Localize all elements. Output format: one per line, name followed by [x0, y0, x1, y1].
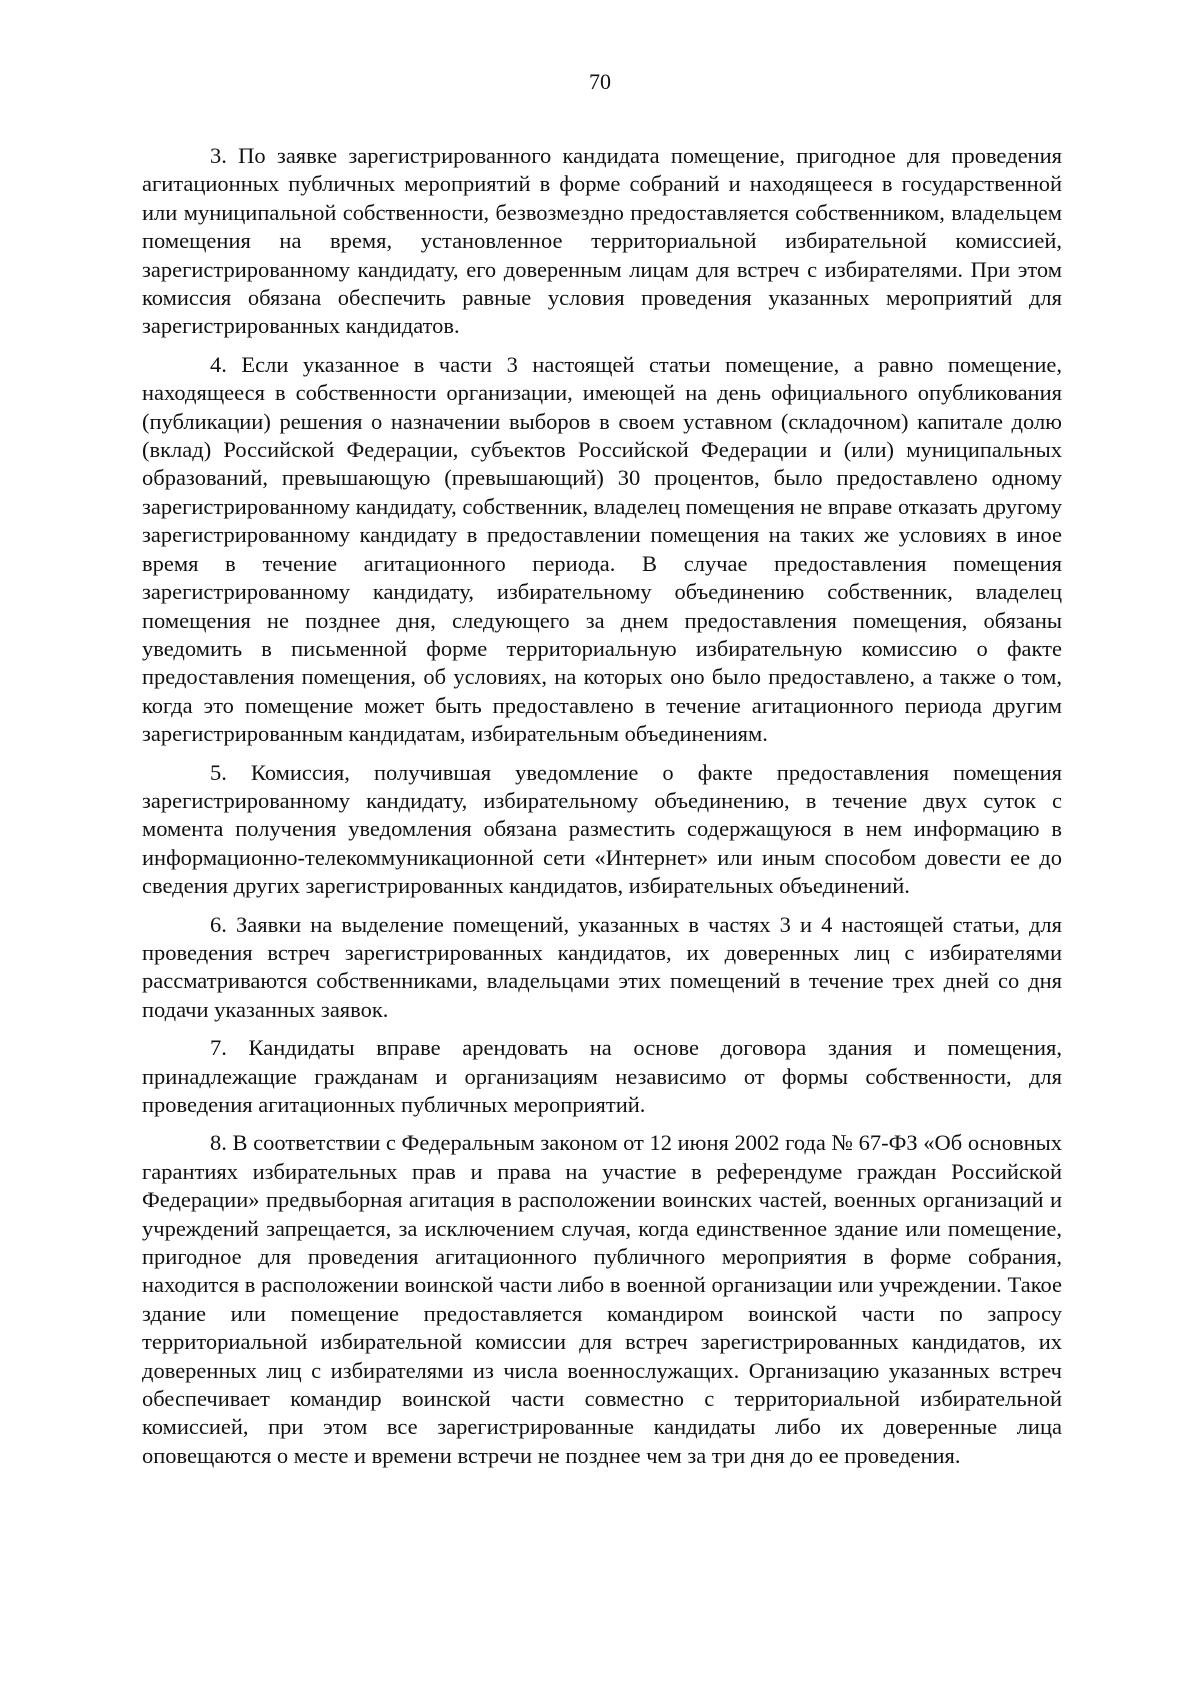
paragraph-4: 4. Если указанное в части 3 настоящей статьи помещение, а равно помещение, находящееся в собственности организации, имеющей на день официального опубликования (публикации) решения о назначении выборов в своем уставном (складочном) капитале долю (вклад) Российской Федерации, субъектов Российской Федерации и (или) муниципальных образований, превышающую (превышающий) 30 процентов, было предоставлено одному зарегистрированному кандидату, собственник, владелец помещения не вправе отказать другому зарегистрированному кандидату в предоставлении помещения на таких же условиях в иное время в течение агитационного периода. В случае предоставления помещения зарегистрированному кандидату, избирательному объединению собственник, владелец помещения не позднее дня, следующего за днем предоставления помещения, обязаны уведомить в письменной форме территориальную избирательную комиссию о факте предоставления помещения, об условиях, на которых оно было предоставлено, а также о том, когда это помещение может быть предоставлено в течение агитационного периода другим зарегистрированным кандидатам, избирательным объединениям.: [142, 351, 1062, 747]
document-body: [142, 142, 1062, 1480]
page-number: 70: [589, 69, 611, 94]
paragraph-7: 7. Кандидаты вправе арендовать на основе договора здания и помещения, принадлежащие гражданам и организациям независимо от формы собственности, для проведения агитационных публичных мероприятий.: [142, 1035, 1062, 1117]
paragraph-6: 6. Заявки на выделение помещений, указанных в частях 3 и 4 настоящей статьи, для проведения встреч зарегистрированных кандидатов, их доверенных лиц с избирателями рассматриваются собственниками, владельцами этих помещений в течение трех дней со дня подачи указанных заявок.: [142, 911, 1062, 1022]
paragraph-5: 5. Комиссия, получившая уведомление о факте предоставления помещения зарегистрированному кандидату, избирательному объединению, в течение двух суток с момента получения уведомления обязана разместить содержащуюся в нем информацию в информационно-телекоммуникационной сети «Интернет» или иным способом довести ее до сведения других зарегистрированных кандидатов, избирательных объединений.: [142, 759, 1062, 899]
paragraph-8: 8. В соответствии с Федеральным законом от 12 июня 2002 года № 67-ФЗ «Об основных гарантиях избирательных прав и права на участие в референдуме граждан Российской Федерации» предвыборная агитация в расположении воинских частей, военных организаций и учреждений запрещается, за исключением случая, когда единственное здание или помещение, пригодное для проведения агитационного публичного мероприятия в форме собрания, находится в расположении воинской части либо в военной организации или учреждении. Такое здание или помещение предоставляется командиром воинской части по запросу территориальной избирательной комиссии для встреч зарегистрированных кандидатов, их доверенных лиц с избирателями из числа военнослужащих. Организацию указанных встреч обеспечивает командир воинской части совместно с территориальной избирательной комиссией, при этом все зарегистрированные кандидаты либо их доверенные лица оповещаются о месте и времени встречи не позднее чем за три дня до ее проведения.: [142, 1130, 1062, 1468]
paragraph-3: 3. По заявке зарегистрированного кандидата помещение, пригодное для проведения агитационных публичных мероприятий в форме собраний и находящееся в государственной или муниципальной собственности, безвозмездно предоставляется собственником, владельцем помещения на время, установленное территориальной избирательной комиссией, зарегистрированному кандидату, его доверенным лицам для встреч с избирателями. При этом комиссия обязана обеспечить равные условия проведения указанных мероприятий для зарегистрированных кандидатов.: [142, 143, 1062, 339]
